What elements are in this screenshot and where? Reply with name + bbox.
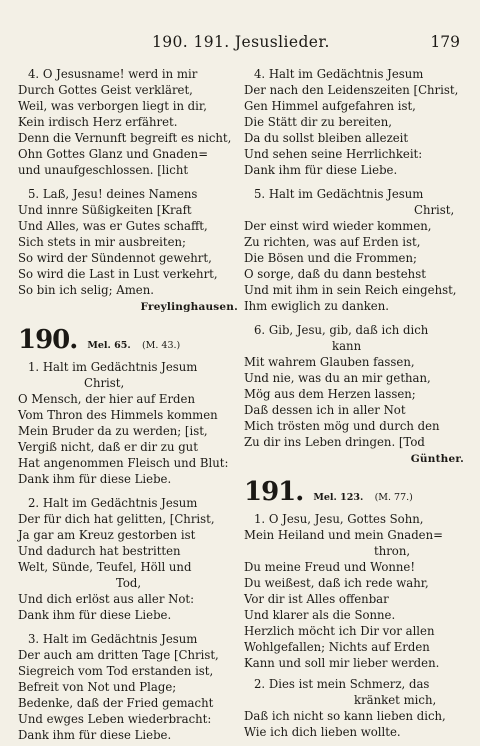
verse-line: Wohlgefallen; Nichts auf Erden [244, 640, 430, 654]
verse-line: Dank ihm für diese Liebe. [18, 608, 172, 622]
verse-line: 2. Dies ist mein Schmerz, das [254, 677, 430, 691]
author-attribution: Günther. [410, 453, 464, 465]
verse-line: Ihm ewiglich zu danken. [244, 299, 389, 313]
verse-line: kann [332, 339, 362, 353]
verse-line: Gen Himmel aufgefahren ist, [244, 99, 416, 113]
verse-line: Zu richten, was auf Erden ist, [244, 235, 421, 249]
melody-label: Mel. 65. [87, 340, 131, 351]
verse-line: und unaufgeschlossen. [licht [18, 163, 189, 177]
verse-line: Ohn Gottes Glanz und Gnaden= [18, 147, 208, 161]
verse-line: 1. O Jesu, Jesu, Gottes Sohn, [254, 512, 424, 526]
verse-line: Und mit ihm in sein Reich eingehst, [244, 283, 457, 297]
verse-line: So wird die Last in Lust verkehrt, [18, 267, 218, 281]
verse-line: Der für dich hat gelitten, [Christ, [18, 512, 215, 526]
verse-line: Herzlich möcht ich Dir vor allen [244, 624, 435, 638]
verse-line: 5. Halt im Gedächtnis Jesum [254, 187, 424, 201]
verse-line: So wird der Sündennot gewehrt, [18, 251, 212, 265]
verse-line: Mich trösten mög und durch den [244, 419, 440, 433]
verse-line: Weil, was verborgen liegt in dir, [18, 99, 207, 113]
verse-line: thron, [374, 544, 411, 558]
verse-line: Der einst wird wieder kommen, [244, 219, 432, 233]
verse-line: O sorge, daß du dann bestehst [244, 267, 426, 281]
verse-line: Daß dessen ich in aller Not [244, 403, 406, 417]
verse-line: Und sehen seine Herrlichkeit: [244, 147, 423, 161]
verse-block [244, 66, 464, 178]
verse-line: Dank ihm für diese Liebe. [18, 728, 172, 742]
verse-line: Die Stätt dir zu bereiten, [244, 115, 392, 129]
verse-line: Sich stets in mir ausbreiten; [18, 235, 186, 249]
hymn-heading [18, 325, 238, 355]
verse-line: Daß ich nicht so kann lieben dich, [244, 709, 446, 723]
melody-reference [313, 490, 413, 506]
verse-block [244, 676, 464, 740]
verse-line: Der nach den Leidenszeiten [Christ, [244, 83, 459, 97]
verse-line: Du weißest, daß ich rede wahr, [244, 576, 429, 590]
verse-line: 5. Laß, Jesu! deines Namens [28, 187, 198, 201]
verse-line: 3. Halt im Gedächtnis Jesum [28, 632, 198, 646]
hymn-number: 190. [18, 325, 78, 355]
verse-line: So bin ich selig; Amen. [18, 283, 154, 297]
verse-line: Mein Bruder da zu werden; [ist, [18, 424, 208, 438]
verse-line: Mög aus dem Herzen lassen; [244, 387, 416, 401]
verse-line: Siegreich vom Tod erstanden ist, [18, 664, 214, 678]
right-column [244, 66, 464, 740]
hymn-number: 191. [244, 477, 304, 507]
verse-line: Tod, [116, 576, 142, 590]
verse-line: 6. Gib, Jesu, gib, daß ich dich [254, 323, 429, 337]
verse-line: Denn die Vernunft begreift es nicht, [18, 131, 232, 145]
verse-line: Befreit von Not und Plage; [18, 680, 177, 694]
melody-label: Mel. 123. [313, 492, 364, 503]
verse-block [18, 186, 238, 298]
verse-line: Und dich erlöst aus aller Not: [18, 592, 195, 606]
verse-line: Und nie, was du an mir gethan, [244, 371, 431, 385]
verse-line: Und ewges Leben wiederbracht: [18, 712, 212, 726]
verse-line: 2. Halt im Gedächtnis Jesum [28, 496, 198, 510]
author-attribution: Freylinghausen. [140, 301, 238, 313]
verse-line: Mit wahrem Glauben fassen, [244, 355, 415, 369]
melody-number: (M. 43.) [141, 340, 181, 351]
verse-line: Christ, [84, 376, 125, 390]
verse-line: 4. Halt im Gedächtnis Jesum [254, 67, 424, 81]
verse-block [244, 322, 464, 450]
verse-line: Und innre Süßigkeiten [Kraft [18, 203, 192, 217]
verse-line: Vergiß nicht, daß er dir zu gut [18, 440, 198, 454]
verse-line: Dank ihm für diese Liebe. [18, 472, 172, 486]
verse-block [18, 66, 238, 178]
verse-line: Wie ich dich lieben wollte. [244, 725, 401, 739]
verse-line: O Mensch, der hier auf Erden [18, 392, 195, 406]
verse-line: 1. Halt im Gedächtnis Jesum [28, 360, 198, 374]
verse-line: Kein irdisch Herz erfähret. [18, 115, 178, 129]
melody-number: (M. 77.) [374, 492, 413, 503]
verse-line: Welt, Sünde, Teufel, Höll und [18, 560, 192, 574]
verse-line: Ja gar am Kreuz gestorben ist [18, 528, 196, 542]
verse-block [18, 631, 238, 743]
verse-line: Und dadurch hat bestritten [18, 544, 181, 558]
verse-line: Und Alles, was er Gutes schafft, [18, 219, 208, 233]
verse-line: Mein Heiland und mein Gnaden= [244, 528, 443, 542]
melody-reference [87, 338, 180, 354]
verse-block [244, 186, 464, 314]
verse-line: Du meine Freud und Wonne! [244, 560, 416, 574]
verse-line: 4. O Jesusname! werd in mir [28, 67, 198, 81]
verse-line: Vom Thron des Himmels kommen [18, 408, 218, 422]
verse-line: Kann und soll mir lieber werden. [244, 656, 440, 670]
verse-line: Und klarer als die Sonne. [244, 608, 396, 622]
verse-line: Die Bösen und die Frommen; [244, 251, 417, 265]
verse-line: Zu dir ins Leben dringen. [Tod [244, 435, 425, 449]
page-number: 179 [430, 33, 460, 51]
verse-line: Hat angenommen Fleisch und Blut: [18, 456, 229, 470]
verse-line: Christ, [414, 203, 455, 217]
running-title: 190. 191. Jesuslieder. [152, 33, 330, 51]
verse-line: Der auch am dritten Tage [Christ, [18, 648, 219, 662]
verse-line: Dank ihm für diese Liebe. [244, 163, 398, 177]
page-header [0, 33, 480, 57]
verse-block [18, 495, 238, 623]
verse-line: Durch Gottes Geist verkläret, [18, 83, 193, 97]
verse-line: kränket mich, [354, 693, 437, 707]
left-column [18, 66, 238, 743]
verse-line: Vor dir ist Alles offenbar [244, 592, 389, 606]
verse-line: Da du sollst bleiben allezeit [244, 131, 409, 145]
verse-line: Bedenke, daß der Fried gemacht [18, 696, 214, 710]
hymn-heading [244, 477, 464, 507]
verse-block [18, 359, 238, 487]
verse-block [244, 511, 464, 671]
